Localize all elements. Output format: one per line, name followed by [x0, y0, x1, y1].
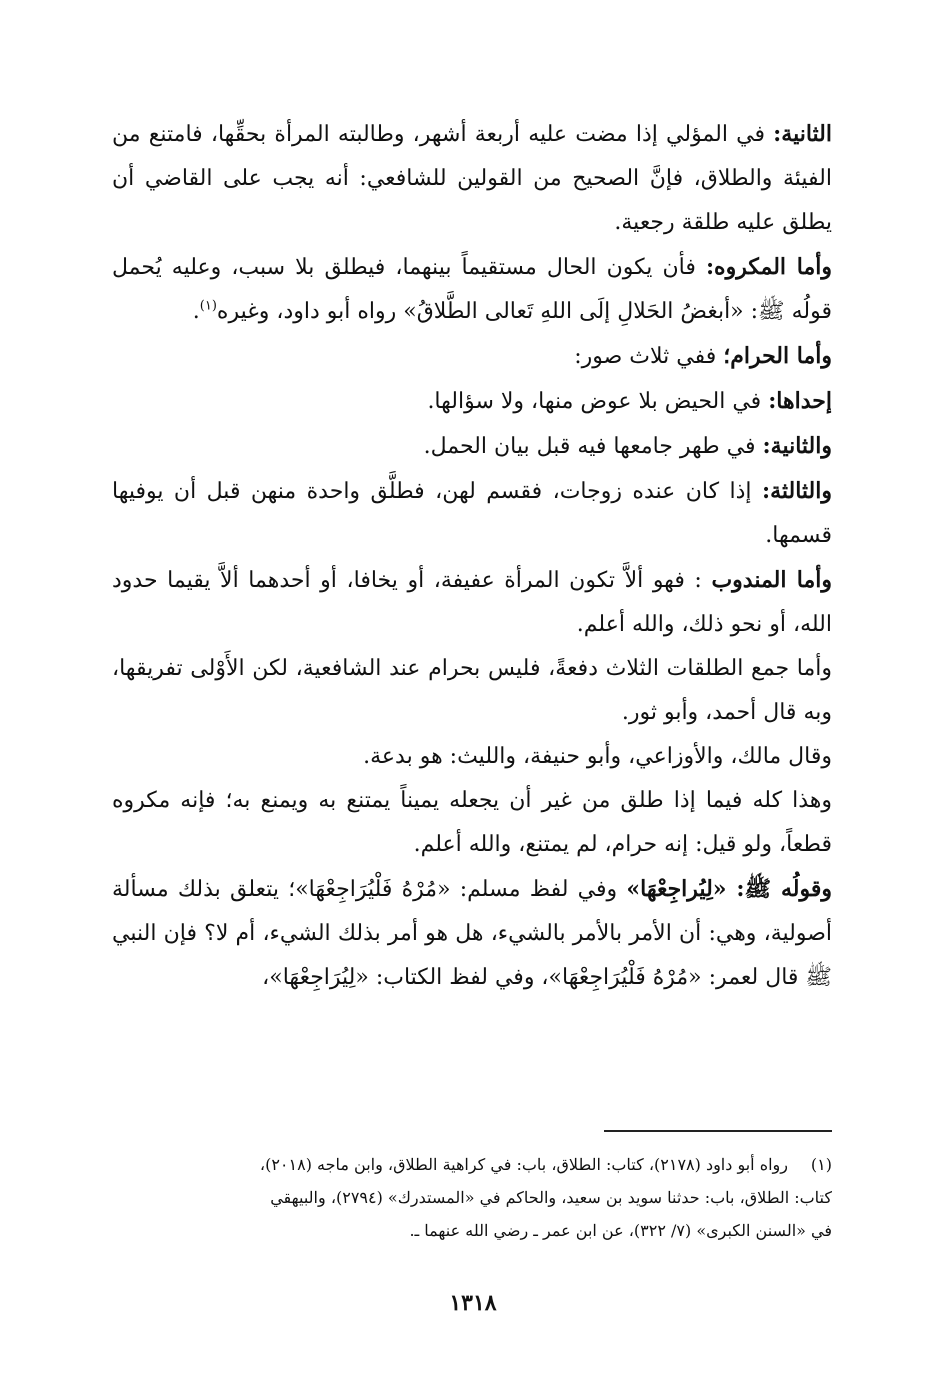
- paragraph-2-text: فأن يكون الحال مستقيماً بينهما، فيطلق بلا سبب، وعليه يُحمل قولُه ﷺ: «أبغضُ الحَلالِ إلَى اللهِ تَعالى الطَّلاقُ» رواه أبو داود، وغيره: [112, 255, 832, 324]
- paragraph-11-text: وفي لفظ مسلم: «مُرْهُ فَلْيُرَاجِعْهَا»؛ يتعلق بذلك مسألة أصولية، وهي: أن الأمر بالأمر بالشيء، هل هو أمر بذلك الشيء، أم لا؟ فإن النبي ﷺ قال لعمر: «مُرْهُ فَلْيُرَاجِعْهَا»، وفي لفظ الكتاب: «لِيُرَاجِعْهَا»،: [112, 877, 832, 990]
- footnote-1-number: (١): [810, 1155, 832, 1174]
- paragraph-5-text: في طهر جامعها فيه قبل بيان الحمل.: [423, 434, 763, 459]
- paragraph-5-lead: والثانية:: [762, 433, 832, 459]
- paragraph-11-lead: وقولُه ﷺ: «لِيُراجِعْهَا»: [626, 876, 833, 902]
- footnote-1-text-3: في «السنن الكبرى» (٧/ ٣٢٢)، عن ابن عمر ـ رضي الله عنهما ـ.: [409, 1221, 832, 1240]
- paragraph-8: [112, 647, 832, 735]
- paragraph-7-lead: وأما المندوب: [711, 567, 832, 593]
- paragraph-1-text: في المؤلي إذا مضت عليه أربعة أشهر، وطالبته المرأة بحقِّها، فامتنع من الفيئة والطلاق، فإنَّ الصحيح من القولين للشافعي: أنه يجب على القاضي أن يطلق عليه طلقة رجعية.: [112, 122, 832, 235]
- paragraph-8-text: وأما جمع الطلقات الثلاث دفعةً، فليس بحرام عند الشافعية، لكن الأَوْلى تفريقها، وبه قال أحمد، وأبو ثور.: [112, 656, 832, 725]
- paragraph-9: [112, 735, 832, 779]
- paragraph-5: [112, 424, 832, 469]
- footnote-1-text-2: كتاب: الطلاق، باب: حدثنا سويد بن سعيد، والحاكم في «المستدرك» (٢٧٩٤)، والبيهقي: [270, 1188, 832, 1207]
- paragraph-1-lead: الثانية:: [773, 121, 832, 147]
- paragraph-1: [112, 112, 832, 245]
- paragraph-3-lead: وأما الحرام؛: [723, 343, 832, 369]
- paragraph-11: [112, 867, 832, 1000]
- paragraph-9-text: وقال مالك، والأوزاعي، وأبو حنيفة، والليث: هو بدعة.: [363, 744, 832, 769]
- paragraph-10: [112, 779, 832, 867]
- page-body: [112, 112, 832, 1000]
- paragraph-2-end: .: [192, 299, 200, 324]
- paragraph-7: [112, 558, 832, 647]
- paragraph-4: [112, 379, 832, 424]
- footnote-divider: [604, 1130, 832, 1132]
- paragraph-6-lead: والثالثة:: [761, 478, 832, 504]
- paragraph-7-text: : فهو ألاَّ تكون المرأة عفيفة، أو يخافا، أو أحدهما ألاَّ يقيما حدود الله، أو نحو ذلك، والله أعلم.: [112, 568, 832, 637]
- page-number: ١٣١٨: [449, 1290, 497, 1316]
- paragraph-6: [112, 469, 832, 558]
- footnote-1-line-2: [112, 1181, 832, 1214]
- paragraph-2: [112, 245, 832, 334]
- paragraph-4-text: في الحيض بلا عوض منها، ولا سؤالها.: [427, 389, 769, 414]
- footnote-1-line-1: [112, 1148, 832, 1181]
- footnote-1-text-1: رواه أبو داود (٢١٧٨)، كتاب: الطلاق، باب: في كراهية الطلاق، وابن ماجه (٢٠١٨)،: [259, 1155, 788, 1174]
- footnotes: [112, 1148, 832, 1247]
- paragraph-3: [112, 334, 832, 379]
- paragraph-10-text: وهذا كله فيما إذا طلق من غير أن يجعله يميناً يمتنع به ويمنع به؛ فإنه مكروه قطعاً، ولو قيل: إنه حرام، لم يمتنع، والله أعلم.: [112, 788, 832, 857]
- paragraph-3-text: ففي ثلاث صور:: [574, 344, 724, 369]
- footnote-1-line-3: [112, 1214, 832, 1247]
- paragraph-2-lead: وأما المكروه:: [705, 254, 832, 280]
- paragraph-4-lead: إحداها:: [768, 388, 832, 414]
- paragraph-6-text: إذا كان عنده زوجات، فقسم لهن، فطلَّق واحدة منهن قبل أن يوفيها قسمها.: [112, 479, 832, 548]
- footnote-ref-1[interactable]: (١): [199, 298, 217, 314]
